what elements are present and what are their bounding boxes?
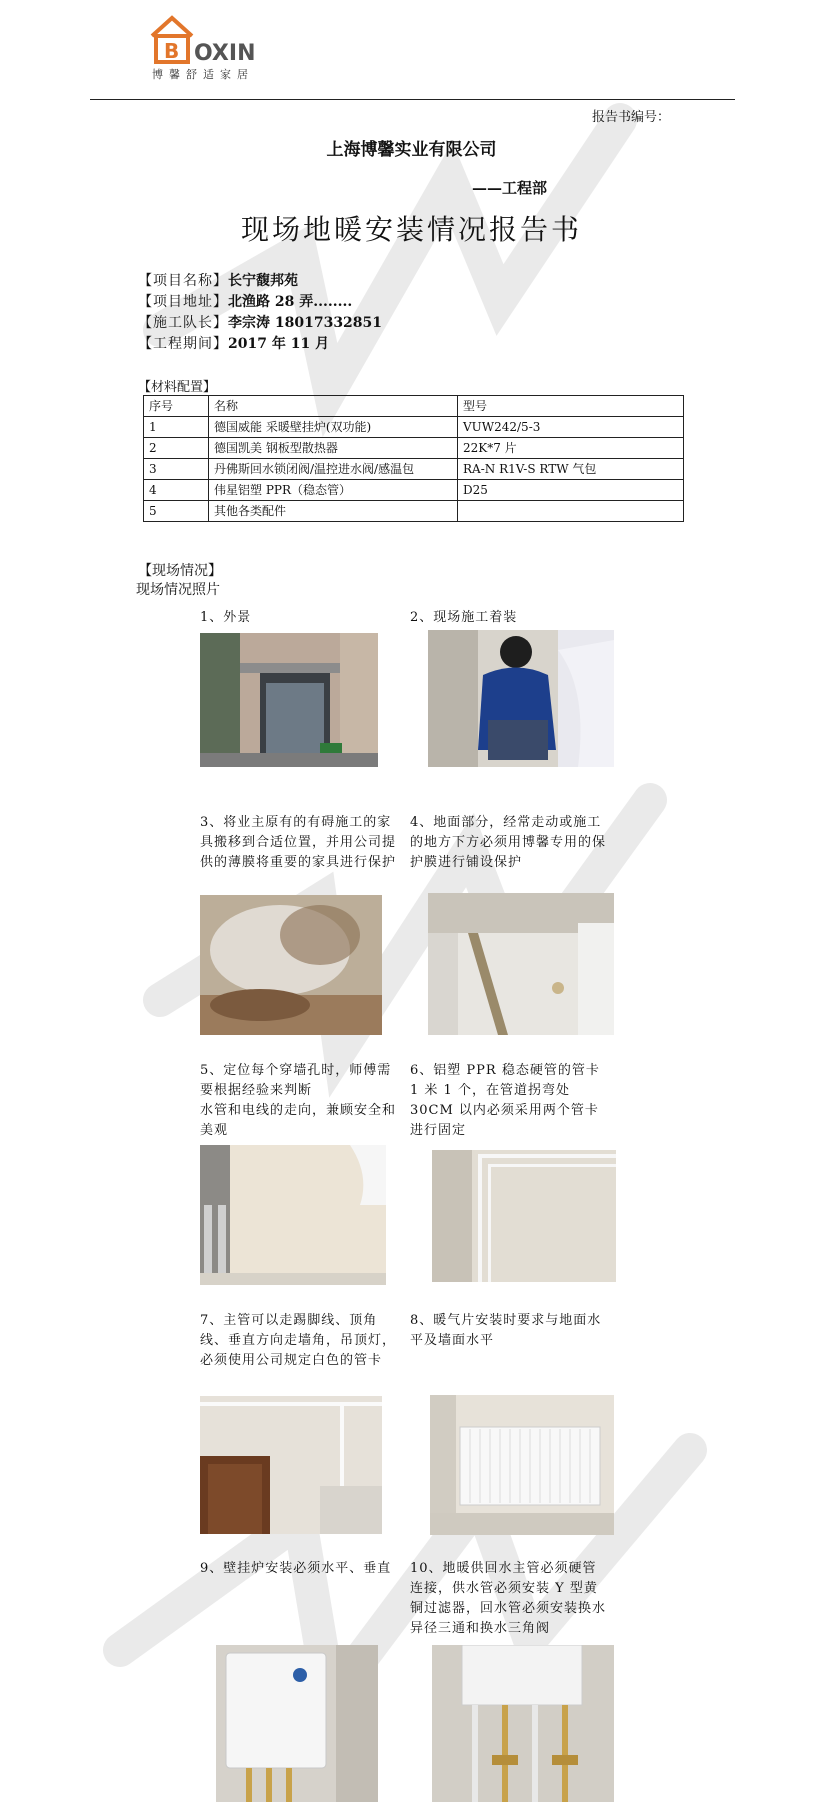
photo-caption-4: 4、地面部分，经常走动或施工的地方下方必须用博馨专用的保护膜进行铺设保护 xyxy=(410,815,607,870)
info-period: 【工程期间】2017 年 11 月 xyxy=(138,336,330,352)
worker-uniform-photo xyxy=(428,630,614,767)
table-cell: 德国威能 采暖壁挂炉(双功能) xyxy=(209,417,458,438)
furniture-film-photo xyxy=(200,895,382,1035)
company-name: 上海博馨实业有限公司 xyxy=(326,140,497,160)
table-cell: 22K*7 片 xyxy=(458,438,684,459)
column-header: 型号 xyxy=(458,396,684,417)
table-cell: RA-N R1V-S RTW 气包 xyxy=(458,459,684,480)
materials-heading: 【材料配置】 xyxy=(138,380,217,395)
logo-subtitle: 博馨舒适家居 xyxy=(152,68,254,81)
photo-caption-7: 7、主管可以走踢脚线、顶角线、垂直方向走墙角，吊顶灯，必须使用公司规定白色的管卡 xyxy=(200,1313,397,1368)
photo-caption-5: 5、定位每个穿墙孔时，师傅需要根据经验来判断 水管和电线的走向，兼顾安全和美观 xyxy=(200,1063,397,1138)
column-header: 序号 xyxy=(144,396,209,417)
photo-caption-3: 3、将业主原有的有碍施工的家具搬移到合适位置，并用公司提供的薄膜将重要的家具进行保护 xyxy=(200,815,397,870)
column-header: 名称 xyxy=(209,396,458,417)
table-cell: 3 xyxy=(144,459,209,480)
table-cell: 伟星铝塑 PPR（稳态管） xyxy=(209,480,458,501)
table-header-row xyxy=(144,396,684,417)
photo-caption-1: 1、外景 xyxy=(200,610,252,625)
info-team-leader: 【施工队长】李宗涛 18017332851 xyxy=(138,315,383,331)
boiler-valves-photo xyxy=(432,1645,614,1802)
table-cell xyxy=(458,501,684,522)
photo-caption-6: 6、铝塑 PPR 稳态硬管的管卡 1 米 1 个，在管道拐弯处 30CM 以内必须采用两个管卡进行固定 xyxy=(410,1063,600,1138)
svg-text:OXIN: OXIN xyxy=(194,41,256,66)
table-cell: 1 xyxy=(144,417,209,438)
table-cell: 2 xyxy=(144,438,209,459)
building-exterior-photo xyxy=(200,633,378,767)
table-cell: 德国凯美 钢板型散热器 xyxy=(209,438,458,459)
header-rule xyxy=(90,99,735,100)
table-row xyxy=(144,501,684,522)
info-project-address: 【项目地址】北渔路 28 弄........ xyxy=(138,294,353,310)
svg-text:B: B xyxy=(164,39,180,63)
floor-protection-photo xyxy=(428,893,614,1035)
report-number-label: 报告书编号： xyxy=(592,110,671,125)
site-subheading: 现场情况照片 xyxy=(136,582,220,598)
ceiling-pipe-photo xyxy=(200,1396,382,1534)
table-cell: VUW242/5-3 xyxy=(458,417,684,438)
photo-caption-8: 8、暖气片安装时要求与地面水平及墙面水平 xyxy=(410,1313,602,1348)
pipe-clamp-photo xyxy=(432,1150,616,1282)
report-title: 现场地暖安装情况报告书 xyxy=(240,213,582,246)
table-row xyxy=(144,438,684,459)
photo-caption-10: 10、地暖供回水主管必须硬管连接，供水管必须安装 Y 型黄铜过滤器，回水管必须安装换水异径三通和换水三角阀 xyxy=(410,1561,607,1636)
photo-caption-2: 2、现场施工着装 xyxy=(410,610,518,625)
table-cell: D25 xyxy=(458,480,684,501)
materials-table xyxy=(143,395,684,522)
table-row xyxy=(144,459,684,480)
table-cell: 5 xyxy=(144,501,209,522)
radiator-photo xyxy=(430,1395,614,1535)
table-row xyxy=(144,417,684,438)
table-cell: 其他各类配件 xyxy=(209,501,458,522)
department: ——工程部 xyxy=(472,179,548,197)
photo-caption-9: 9、壁挂炉安装必须水平、垂直 xyxy=(200,1561,392,1576)
info-project-name: 【项目名称】长宁馥邦苑 xyxy=(138,273,298,289)
table-cell: 4 xyxy=(144,480,209,501)
boiler-photo xyxy=(216,1645,378,1802)
table-cell: 丹佛斯回水锁闭阀/温控进水阀/感温包 xyxy=(209,459,458,480)
table-row xyxy=(144,480,684,501)
wall-corner-photo xyxy=(200,1145,386,1285)
site-heading: 【现场情况】 xyxy=(138,563,222,579)
